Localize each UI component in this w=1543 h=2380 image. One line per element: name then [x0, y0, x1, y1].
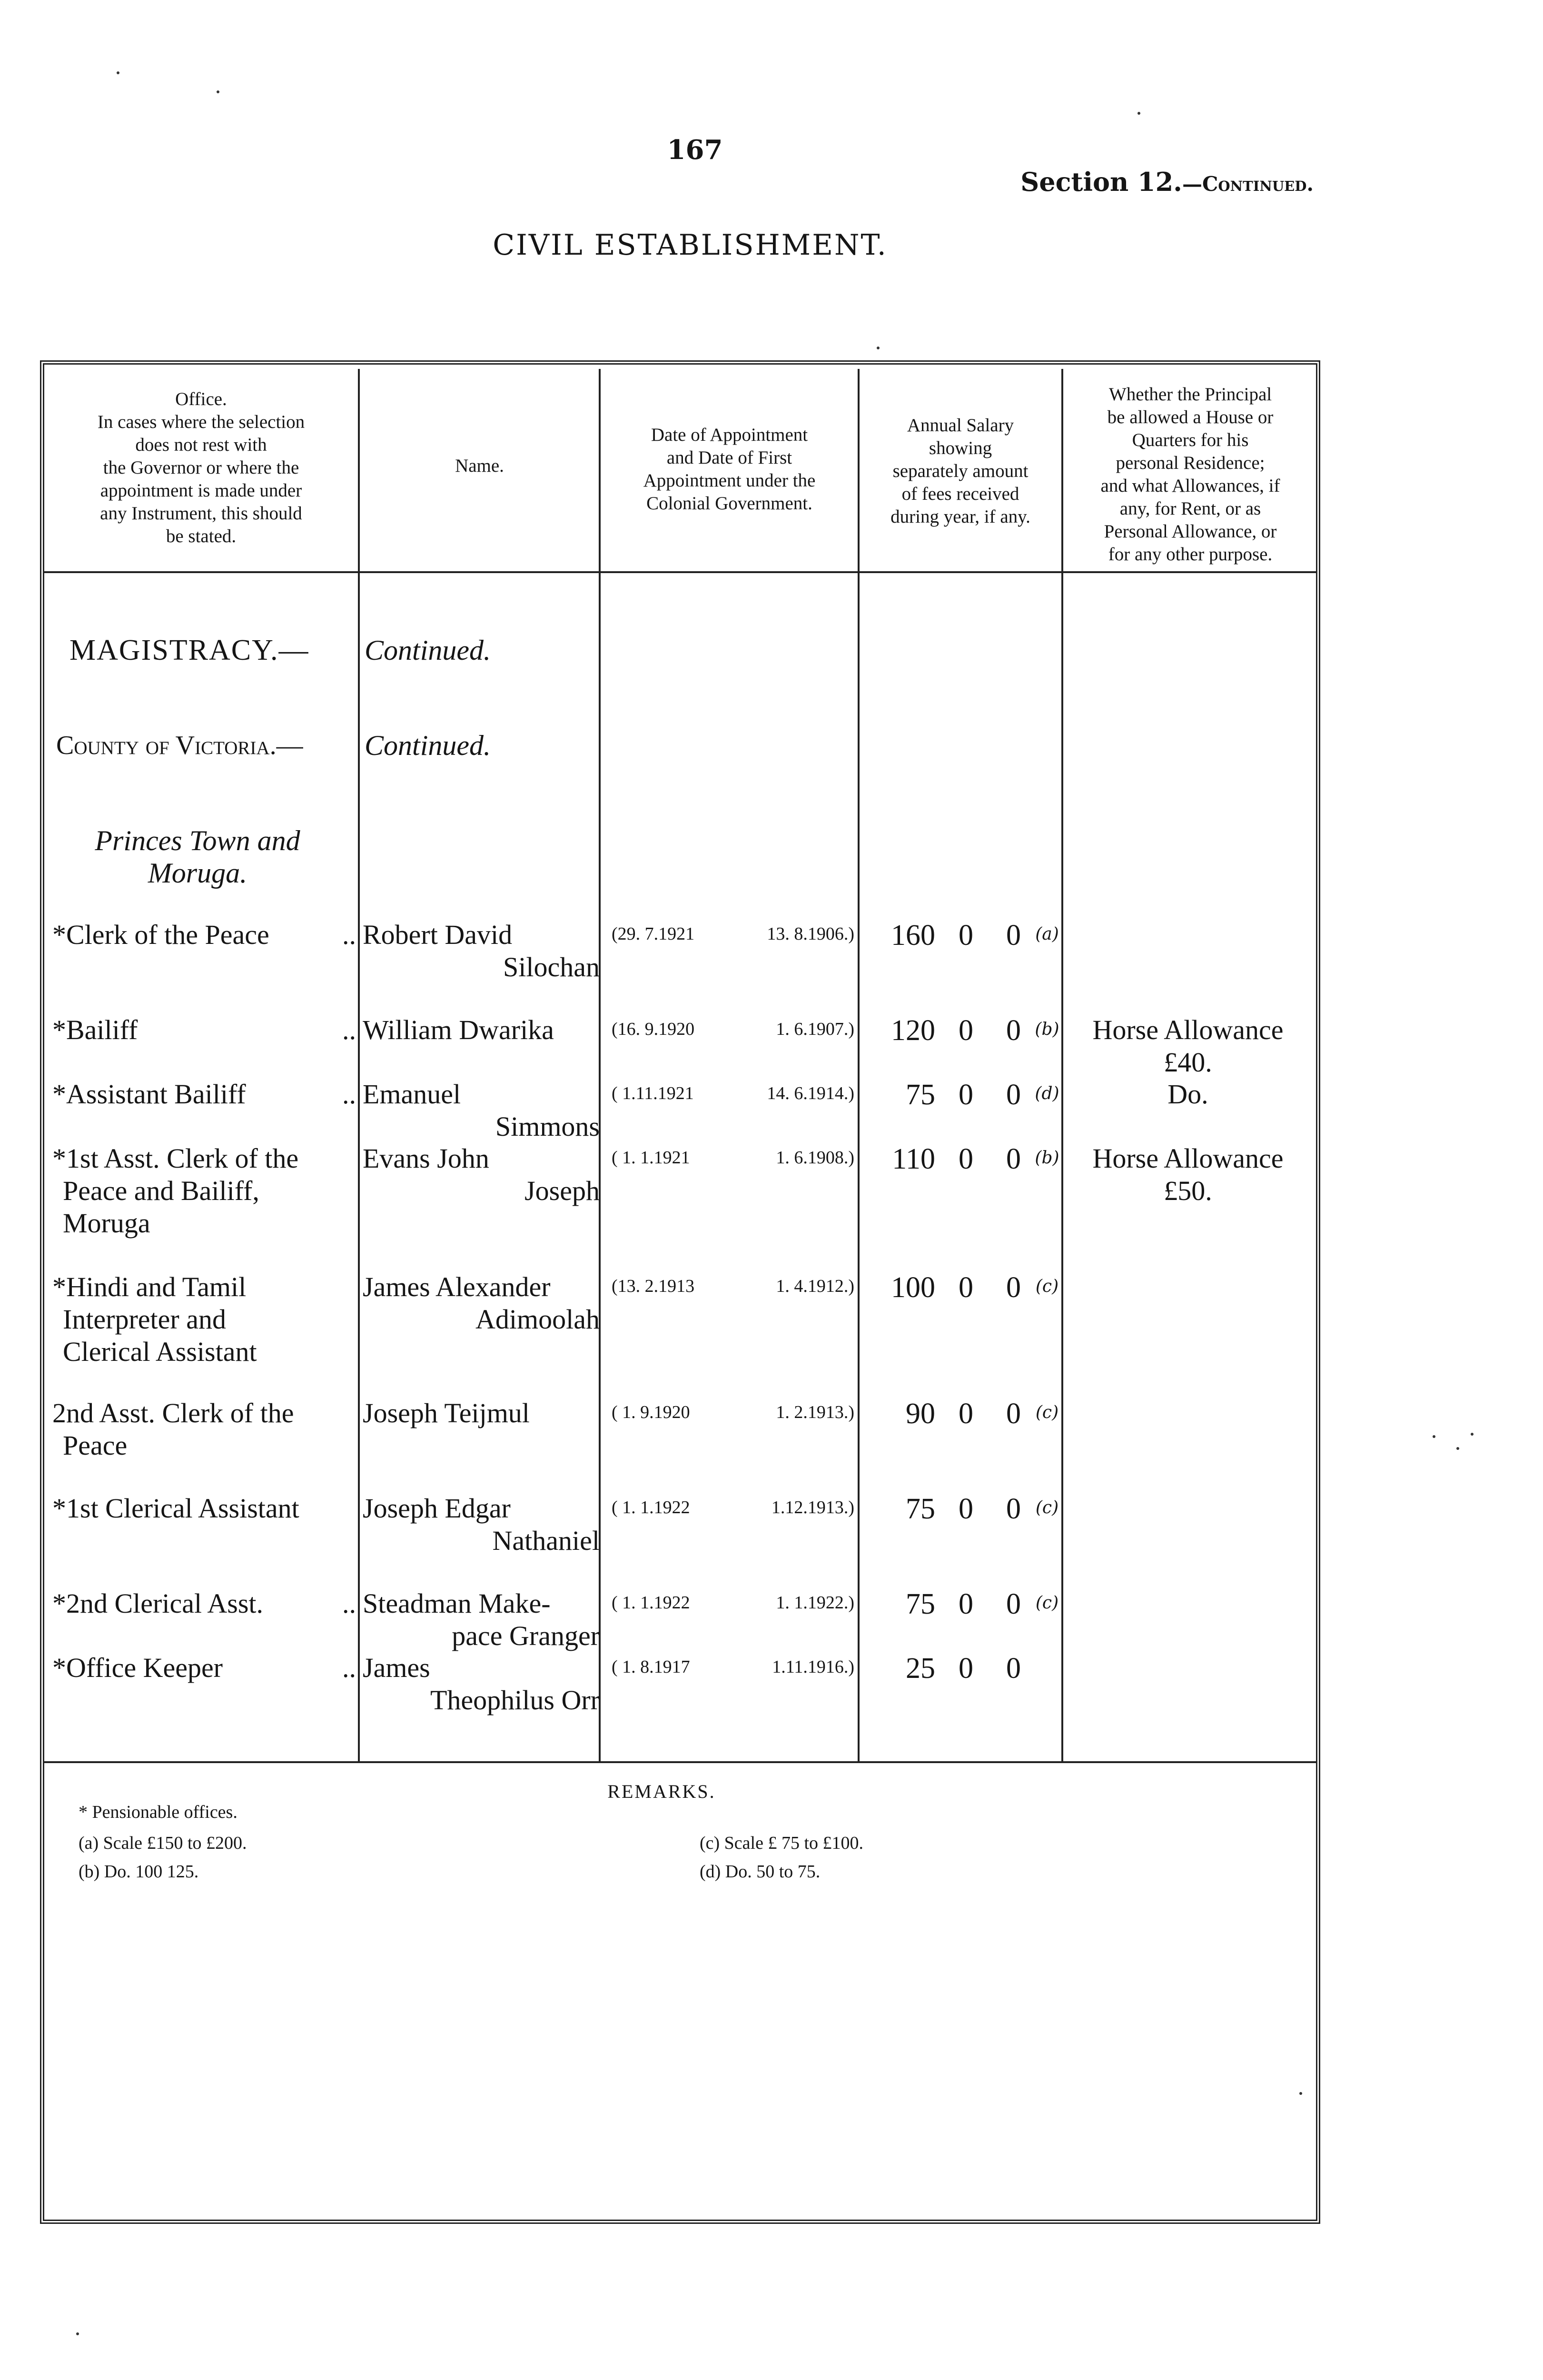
salary-pence: 0: [1006, 1143, 1021, 1175]
office-line: Peace and Bailiff,: [63, 1175, 259, 1206]
date-appointment: (13. 2.1913: [612, 1276, 695, 1296]
name-line: Silochan: [503, 952, 600, 982]
name-line: Joseph Edgar: [363, 1493, 511, 1524]
name-line: Adimoolah: [475, 1304, 600, 1335]
salary-pence: 0: [1006, 919, 1021, 952]
salary-pence: 0: [1006, 1398, 1021, 1430]
leader-dots: ..: [342, 1079, 356, 1110]
section-heading: [971, 167, 1314, 197]
print-speck: [877, 347, 880, 349]
name-cell: [363, 1271, 600, 1336]
footnote-pensionable: * Pensionable offices.: [79, 1802, 237, 1822]
name-cell: [363, 1397, 600, 1462]
office-line: *Bailiff: [52, 1014, 138, 1045]
name-line: William Dwarika: [363, 1014, 554, 1045]
print-speck: [117, 71, 119, 74]
column-header-office: [48, 388, 355, 548]
name-line: Evans John: [363, 1143, 489, 1174]
salary-pounds: 120: [891, 1014, 935, 1047]
salary-shillings: 0: [959, 919, 973, 952]
date-appointment: ( 1. 1.1922: [612, 1593, 690, 1613]
name-line: pace Granger: [452, 1620, 600, 1651]
print-speck: [76, 2332, 79, 2335]
section-magistracy: MAGISTRACY.—: [69, 634, 309, 666]
date-appointment: (29. 7.1921: [612, 924, 695, 944]
office-line: *1st Clerical Assistant: [52, 1493, 299, 1524]
date-first-appointment: 1. 2.1913.): [776, 1402, 854, 1422]
office-line: *Clerk of the Peace: [52, 919, 269, 950]
office-cell: [52, 1492, 358, 1525]
name-line: James Alexander: [363, 1271, 551, 1302]
salary-note: (a): [1035, 924, 1059, 944]
office-cell: [52, 919, 358, 951]
print-speck: [1456, 1447, 1459, 1450]
header-line: any Instrument, this should: [100, 503, 302, 524]
column-header-salary: [861, 414, 1060, 528]
header-line: Colonial Government.: [646, 493, 812, 514]
office-line: *1st Asst. Clerk of the: [52, 1143, 299, 1174]
footnote-a: (a) Scale £150 to £200.: [79, 1833, 247, 1853]
salary-note: (b): [1035, 1148, 1059, 1168]
office-cell: [52, 1142, 358, 1240]
salary-pence: 0: [1006, 1652, 1021, 1685]
allowance-line: Do.: [1167, 1079, 1208, 1110]
name-line: Simmons: [495, 1111, 600, 1142]
leader-dots: ..: [342, 1014, 356, 1045]
header-line: be stated.: [166, 526, 237, 546]
office-cell: [52, 1587, 358, 1620]
office-line: Peace: [63, 1430, 128, 1461]
office-line: *Hindi and Tamil: [52, 1271, 247, 1302]
name-cell: [363, 1142, 600, 1207]
date-appointment: ( 1. 8.1917: [612, 1657, 690, 1677]
salary-shillings: 0: [959, 1398, 973, 1430]
salary-pounds: 90: [906, 1398, 935, 1430]
name-line: Theophilus Orr: [430, 1685, 600, 1716]
office-line: *Assistant Bailiff: [52, 1079, 246, 1110]
district-heading: [52, 824, 343, 889]
header-line: the Governor or where the: [103, 457, 299, 478]
salary-pence: 0: [1006, 1271, 1021, 1304]
salary-shillings: 0: [959, 1271, 973, 1304]
name-line: Nathaniel: [492, 1525, 600, 1556]
salary-shillings: 0: [959, 1652, 973, 1685]
header-line: In cases where the selection: [97, 412, 305, 432]
office-line: *2nd Clerical Asst.: [52, 1588, 264, 1619]
header-line: does not rest with: [135, 435, 267, 455]
name-cell: [363, 1014, 600, 1079]
header-line: Appointment under the: [643, 470, 816, 491]
salary-pounds: 75: [906, 1493, 935, 1525]
header-line: and Date of First: [666, 447, 792, 468]
print-speck: [1471, 1433, 1474, 1436]
column-divider: [858, 369, 860, 1761]
salary-shillings: 0: [959, 1588, 973, 1620]
date-first-appointment: 1.12.1913.): [771, 1497, 854, 1517]
leader-dots: ..: [342, 1588, 356, 1619]
salary-pence: 0: [1006, 1079, 1021, 1111]
allowance-line: Horse Allowance: [1092, 1143, 1284, 1174]
salary-pounds: 75: [906, 1588, 935, 1620]
name-line: Robert David: [363, 919, 513, 950]
name-cell: [363, 919, 600, 983]
header-line: Annual Salary: [907, 415, 1014, 436]
footnote-d: (d) Do. 50 to 75.: [700, 1862, 821, 1882]
header-line: any, for Rent, or as: [1119, 498, 1261, 519]
salary-pounds: 110: [892, 1143, 935, 1175]
footnote-c: (c) Scale £ 75 to £100.: [700, 1833, 864, 1853]
section-county: County of Victoria.—: [56, 731, 303, 760]
office-cell: [52, 1271, 358, 1368]
header-line: Date of Appointment: [651, 425, 808, 445]
header-line: for any other purpose.: [1108, 544, 1273, 565]
header-line: appointment is made under: [100, 480, 302, 501]
district-line: Princes Town and: [95, 825, 300, 856]
header-line: and what Allowances, if: [1100, 476, 1280, 496]
salary-pounds: 100: [891, 1271, 935, 1304]
header-line: Office.: [175, 389, 227, 409]
column-divider: [1061, 369, 1063, 1761]
date-first-appointment: 1. 4.1912.): [776, 1276, 854, 1296]
name-cell: [363, 1078, 600, 1143]
date-appointment: ( 1. 1.1921: [612, 1148, 690, 1168]
office-line: Moruga: [63, 1208, 150, 1239]
salary-shillings: 0: [959, 1143, 973, 1175]
leader-dots: ..: [342, 1652, 356, 1683]
office-line: Clerical Assistant: [63, 1336, 257, 1367]
date-first-appointment: 1. 6.1908.): [776, 1148, 854, 1168]
name-line: Joseph: [524, 1175, 600, 1206]
salary-pence: 0: [1006, 1588, 1021, 1620]
name-line: [363, 1046, 600, 1079]
date-appointment: ( 1.11.1921: [612, 1083, 694, 1103]
date-appointment: (16. 9.1920: [612, 1019, 695, 1039]
page-title: CIVIL ESTABLISHMENT.: [493, 228, 888, 262]
salary-note: (c): [1035, 1498, 1059, 1517]
print-speck: [1433, 1435, 1435, 1438]
salary-note: (d): [1035, 1084, 1059, 1103]
header-rule: [44, 571, 1316, 573]
name-line: [363, 1429, 600, 1462]
salary-note: (c): [1035, 1403, 1059, 1422]
name-line: Steadman Make-: [363, 1588, 551, 1619]
salary-pounds: 160: [891, 919, 935, 952]
header-line: separately amount: [892, 461, 1029, 481]
office-cell: [52, 1397, 358, 1462]
print-speck: [1137, 112, 1140, 115]
name-line: Emanuel: [363, 1079, 461, 1110]
header-line: be allowed a House or: [1107, 407, 1274, 427]
print-speck: [1299, 2092, 1302, 2095]
allowance-line: Horse Allowance: [1092, 1014, 1284, 1045]
column-divider: [358, 369, 360, 1761]
section-continued: Continued.: [365, 635, 491, 666]
date-first-appointment: 1. 1.1922.): [776, 1593, 854, 1613]
salary-note: (b): [1035, 1020, 1059, 1039]
office-cell: [52, 1652, 358, 1684]
date-appointment: ( 1. 9.1920: [612, 1402, 690, 1422]
date-first-appointment: 13. 8.1906.): [767, 924, 854, 944]
header-line: personal Residence;: [1116, 453, 1265, 473]
name-cell: [363, 1587, 600, 1652]
date-appointment: ( 1. 1.1922: [612, 1497, 690, 1517]
allowance-line: £40.: [1164, 1047, 1212, 1078]
salary-note: (c): [1035, 1277, 1059, 1296]
allowance-cell: [1064, 1078, 1312, 1111]
remarks-title: REMARKS.: [607, 1781, 716, 1802]
page-number: 167: [667, 134, 723, 166]
footnote-b: (b) Do. 100 125.: [79, 1862, 199, 1882]
allowance-line: £50.: [1164, 1175, 1212, 1206]
office-cell: [52, 1078, 358, 1111]
date-first-appointment: 1.11.1916.): [772, 1657, 854, 1677]
salary-pounds: 25: [906, 1652, 935, 1685]
allowance-cell: [1064, 1014, 1312, 1079]
salary-note: (c): [1035, 1593, 1059, 1613]
allowance-cell: [1064, 1142, 1312, 1207]
column-header-date: [602, 424, 857, 515]
office-line: Interpreter and: [63, 1304, 226, 1335]
office-line: *Office Keeper: [52, 1652, 223, 1683]
column-header-name: Name.: [455, 456, 504, 476]
header-line: during year, if any.: [890, 506, 1030, 527]
date-first-appointment: 1. 6.1907.): [776, 1019, 854, 1039]
table-bottom-rule: [44, 1761, 1316, 1763]
name-cell: [363, 1492, 600, 1557]
header-line: showing: [929, 438, 992, 458]
salary-shillings: 0: [959, 1079, 973, 1111]
date-first-appointment: 14. 6.1914.): [767, 1083, 854, 1103]
office-cell: [52, 1014, 358, 1046]
name-cell: [363, 1652, 600, 1716]
salary-shillings: 0: [959, 1014, 973, 1047]
section-heading-main: Section 12.: [1020, 167, 1182, 197]
column-header-allowance: [1064, 383, 1316, 566]
header-line: Whether the Principal: [1108, 384, 1272, 405]
district-line: Moruga.: [148, 857, 247, 889]
header-line: of fees received: [901, 484, 1019, 504]
salary-shillings: 0: [959, 1493, 973, 1525]
header-line: Quarters for his: [1132, 430, 1249, 450]
section-continued: Continued.: [365, 730, 491, 761]
name-line: Joseph Teijmul: [363, 1398, 530, 1428]
section-heading-suffix: —Continued.: [1182, 172, 1314, 196]
leader-dots: ..: [342, 919, 356, 950]
salary-pence: 0: [1006, 1493, 1021, 1525]
print-speck: [217, 90, 219, 93]
name-line: James: [363, 1652, 430, 1683]
salary-pounds: 75: [906, 1079, 935, 1111]
salary-pence: 0: [1006, 1014, 1021, 1047]
office-line: 2nd Asst. Clerk of the: [52, 1398, 294, 1428]
header-line: Personal Allowance, or: [1104, 521, 1277, 542]
